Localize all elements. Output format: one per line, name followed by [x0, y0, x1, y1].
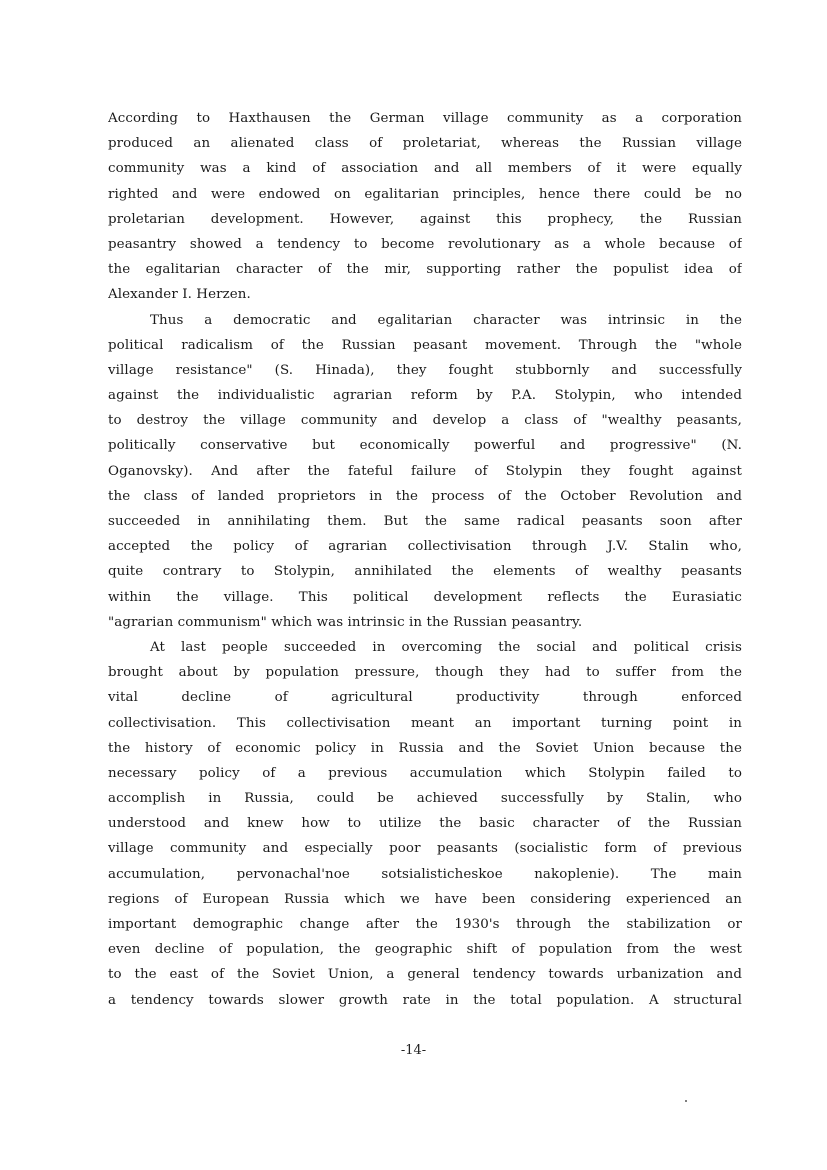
text-line: vital decline of agricultural productivity through enforced: [108, 690, 742, 706]
text-line: to the east of the Soviet Union, a general tendency towards urbanization and: [108, 967, 742, 983]
text-line: proletarian development. However, against this prophecy, the Russian: [108, 211, 742, 227]
text-line: Thus a democratic and egalitarian character was intrinsic in the: [150, 312, 742, 328]
text-line: At last people succeeded in overcoming the social and political crisis: [150, 639, 742, 655]
text-line: community was a kind of association and all members of it were equally: [108, 161, 742, 177]
text-line: political radicalism of the Russian peasant movement. Through the "whole: [108, 337, 742, 353]
text-line: village community and especially poor peasants (socialistic form of previous: [108, 841, 742, 857]
text-line: According to Haxthausen the German village community as a corporation: [108, 111, 742, 126]
text-line: Alexander I. Herzen.: [108, 287, 251, 303]
text-line: peasantry showed a tendency to become revolutionary as a whole because of: [108, 236, 742, 252]
body-text: [108, 106, 742, 1013]
text-line: to destroy the village community and develop a class of "wealthy peasants,: [108, 413, 742, 429]
text-line: village resistance" (S. Hinada), they fought stubbornly and successfully: [108, 362, 742, 378]
scan-speck: [685, 1100, 687, 1102]
text-line: accomplish in Russia, could be achieved successfully by Stalin, who: [108, 791, 742, 807]
text-line: accepted the policy of agrarian collectivisation through J.V. Stalin who,: [108, 539, 742, 555]
text-line: collectivisation. This collectivisation meant an important turning point in: [108, 715, 742, 731]
text-line: quite contrary to Stolypin, annihilated the elements of wealthy peasants: [108, 564, 742, 580]
text-line: the class of landed proprietors in the process of the October Revolution and: [108, 488, 742, 504]
text-line: righted and were endowed on egalitarian principles, hence there could be no: [108, 186, 742, 202]
text-line: regions of European Russia which we have been considering experienced an: [108, 891, 742, 907]
text-line: accumulation, pervonachal'noe sotsialisticheskoe nakoplenie). The main: [108, 866, 742, 882]
text-line: the egalitarian character of the mir, supporting rather the populist idea of: [108, 262, 742, 278]
text-line: brought about by population pressure, though they had to suffer from the: [108, 665, 742, 681]
text-line: against the individualistic agrarian reform by P.A. Stolypin, who intended: [108, 388, 742, 404]
text-line: understood and knew how to utilize the basic character of the Russian: [108, 816, 742, 832]
page-number: -14-: [400, 1043, 427, 1058]
text-line: a tendency towards slower growth rate in the total population. A structural: [108, 992, 742, 1008]
text-line: Oganovsky). And after the fateful failure of Stolypin they fought against: [108, 463, 742, 479]
text-line: produced an alienated class of proletariat, whereas the Russian village: [108, 136, 742, 152]
text-line: within the village. This political development reflects the Eurasiatic: [108, 589, 742, 605]
text-line: politically conservative but economically powerful and progressive" (N.: [108, 438, 742, 454]
text-line: "agrarian communism" which was intrinsic in the Russian peasantry.: [108, 614, 583, 630]
text-line: important demographic change after the 1930's through the stabilization or: [108, 917, 742, 932]
text-line: necessary policy of a previous accumulation which Stolypin failed to: [108, 765, 742, 781]
text-line: succeeded in annihilating them. But the same radical peasants soon after: [108, 514, 742, 529]
text-line: even decline of population, the geographic shift of population from the west: [108, 942, 742, 958]
text-line: the history of economic policy in Russia and the Soviet Union because the: [108, 740, 742, 756]
